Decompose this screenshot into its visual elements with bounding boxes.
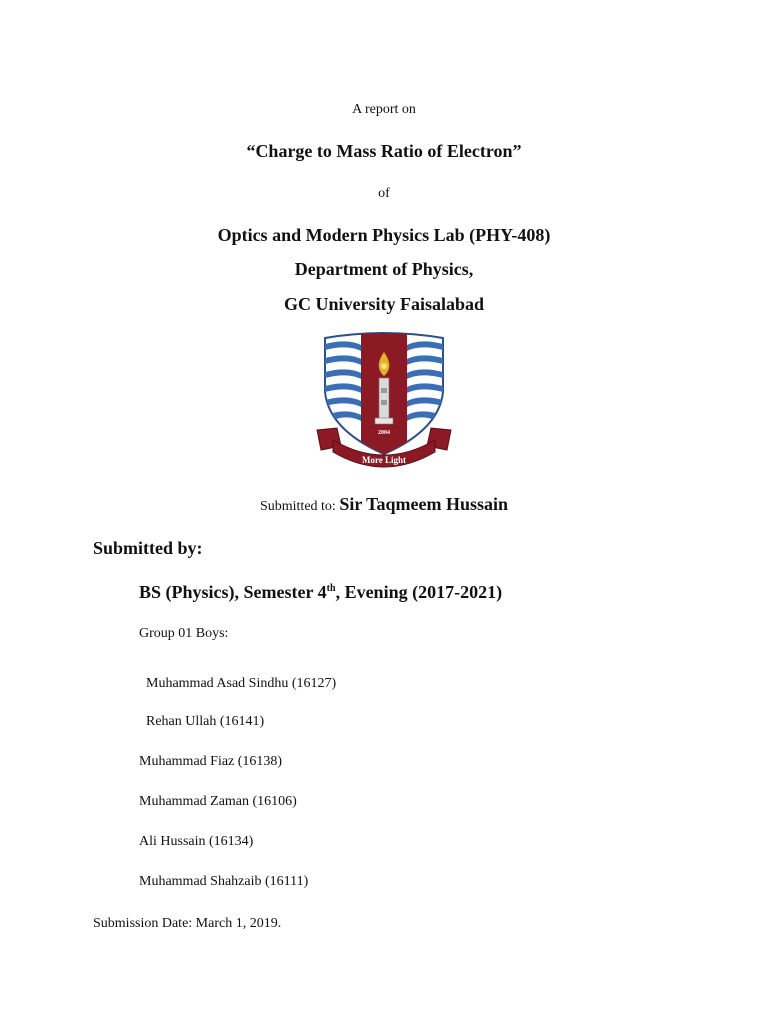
department-name: Department of Physics, <box>294 259 474 279</box>
member-name: Ali Hussain (16134) <box>139 834 254 849</box>
crest-motto: More Light <box>361 455 407 465</box>
program-before: BS (Physics), Semester 4 <box>139 582 327 602</box>
university-name: GC University Faisalabad <box>283 294 484 314</box>
member-name: Muhammad Fiaz (16138) <box>139 754 283 769</box>
member-name: Rehan Ullah (16141) <box>146 714 265 729</box>
program-line <box>139 582 502 603</box>
lab-name: Optics and Modern Physics Lab (PHY-408) <box>217 225 551 245</box>
crest-year: 2004 <box>378 430 390 436</box>
university-crest-icon <box>311 330 457 472</box>
submitted-by-label: Submitted by: <box>93 538 203 558</box>
member-name: Muhammad Asad Sindhu (16127) <box>146 676 337 691</box>
submitted-to <box>0 494 768 515</box>
report-intro: A report on <box>352 102 416 117</box>
member-name: Muhammad Zaman (16106) <box>139 794 297 809</box>
group-label: Group 01 Boys: <box>139 626 229 641</box>
member-name: Muhammad Shahzaib (16111) <box>139 874 309 889</box>
report-of: of <box>378 186 390 201</box>
program-superscript: th <box>326 583 336 594</box>
report-title: “Charge to Mass Ratio of Electron” <box>246 141 522 161</box>
program-after: , Evening (2017-2021) <box>335 582 503 602</box>
submitted-to-label: Submitted to: <box>259 499 336 514</box>
supervisor-name: Sir Taqmeem Hussain <box>339 494 509 514</box>
submission-date: Submission Date: March 1, 2019. <box>93 916 282 931</box>
